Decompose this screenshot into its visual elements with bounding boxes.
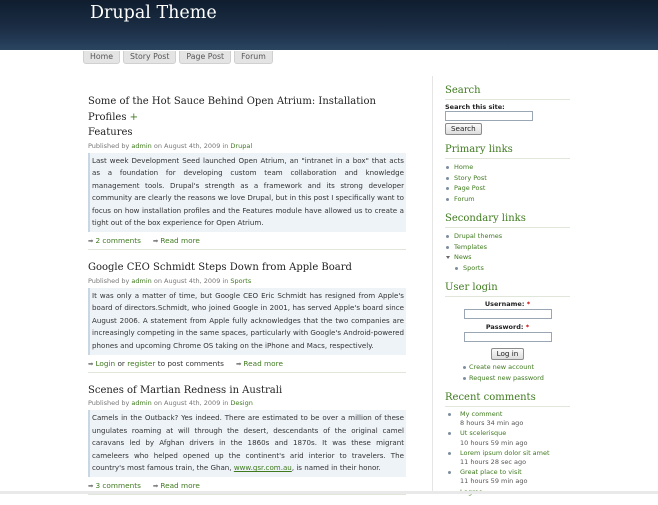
primary-links-title: Primary links: [445, 143, 570, 159]
login-links: [469, 362, 570, 383]
arrow-icon: ➡: [152, 237, 159, 246]
comment-link[interactable]: My comment: [460, 410, 503, 418]
required-marker: *: [525, 323, 530, 331]
node-article: [88, 383, 406, 495]
comment-age: 8 hours 34 min ago: [460, 419, 524, 428]
node-submitted: [88, 276, 406, 286]
node-title: [88, 94, 406, 141]
node-title-link[interactable]: Scenes of Martian Redness in Australi: [88, 384, 283, 396]
create-account-item[interactable]: [469, 362, 570, 373]
author-link[interactable]: admin: [131, 399, 152, 408]
search-block-title: Search: [445, 84, 570, 100]
menu-link[interactable]: News: [454, 253, 472, 261]
tab-story-post[interactable]: Story Post: [123, 51, 176, 64]
comments-link[interactable]: 3 comments: [95, 481, 141, 490]
node-title-link[interactable]: Google CEO Schmidt Steps Down from Apple Board: [88, 262, 352, 274]
login-button[interactable]: Log in: [491, 348, 525, 360]
menu-item-news[interactable]: [454, 252, 570, 273]
menu-link[interactable]: Templates: [454, 242, 488, 251]
body-text: Camels in the Outback? Yes indeed. There are estimated to be over a million of these ungulates roaming at will through the desert, descendants of the original camel caravans led by Afghan drivers in the 1860s and 1870s. It was these migrant cameleers who helped opened up the continent's arid interior to travelers. The country's most famous train, the Ghan,: [92, 413, 404, 473]
secondary-links-title: Secondary links: [445, 212, 570, 228]
comment-age: 11 hours 28 sec ago: [460, 458, 527, 467]
node-article: [88, 94, 406, 250]
node-links: [88, 356, 406, 373]
tab-page-post[interactable]: Page Post: [179, 51, 231, 64]
username-label-text: Username:: [484, 300, 525, 308]
node-submitted: [88, 141, 406, 151]
tab-forum[interactable]: Forum: [234, 51, 273, 64]
menu-link[interactable]: Story Post: [454, 173, 487, 182]
post-date: on August 4th, 2009 in: [153, 399, 229, 408]
node-title-link[interactable]: Some of the Hot Sauce Behind Open Atrium: Installation Profiles: [88, 96, 376, 123]
user-login-block: [445, 281, 570, 383]
external-link[interactable]: www.gsr.com.au: [233, 463, 292, 473]
category-link[interactable]: Design: [230, 399, 253, 408]
username-label: [445, 300, 570, 308]
primary-links-menu: [445, 162, 570, 204]
arrow-icon: ➡: [152, 482, 159, 490]
search-block: [445, 84, 570, 135]
node-title: [88, 260, 406, 276]
primary-links-block: [445, 143, 570, 204]
node-body: Last week Development Seed launched Open Atrium, an "intranet in a box" that acts as a foundation for developing custom team collaboration and knowledge management tools. Drupal's strength as a framework and its strong developer community are clearly the reasons we love Drupal, but in this post I specifically want to focus on how installation profiles and the Features module have allowed us to create a tight out of the box experience for Open Atrium.: [88, 153, 406, 233]
recent-comments-block: [445, 391, 570, 497]
site-header: [0, 0, 658, 50]
recent-comments-list: [445, 410, 570, 497]
main-content: [88, 94, 406, 505]
published-by: Published by: [88, 141, 130, 150]
recent-comments-title: Recent comments: [445, 391, 570, 407]
username-input[interactable]: [464, 309, 552, 319]
read-more-link[interactable]: Read more: [160, 481, 200, 490]
menu-item-sports[interactable]: [463, 263, 570, 274]
published-by: Published by: [88, 399, 130, 408]
menu-item-forum[interactable]: [454, 194, 570, 205]
menu-link[interactable]: Sports: [463, 263, 484, 272]
request-password-item[interactable]: [469, 373, 570, 384]
recent-comment: [460, 449, 570, 467]
primary-tabs: [83, 51, 273, 64]
published-by: Published by: [88, 276, 130, 285]
body-text-end: , is named in their honor.: [291, 463, 381, 473]
login-link[interactable]: Login: [95, 358, 116, 368]
password-input[interactable]: [464, 332, 552, 342]
node-title: [88, 383, 406, 399]
post-date: on August 4th, 2009 in: [153, 276, 229, 285]
arrow-icon: ➡: [88, 359, 94, 368]
comment-link[interactable]: Ut scelerisque: [460, 429, 507, 438]
menu-link[interactable]: Drupal themes: [454, 232, 503, 240]
create-account-link[interactable]: Create new account: [469, 363, 535, 371]
sidebar: [445, 84, 570, 505]
node-article: [88, 260, 406, 372]
category-link[interactable]: Drupal: [230, 141, 253, 150]
tab-home[interactable]: Home: [83, 51, 120, 64]
menu-item-story-post[interactable]: [454, 173, 570, 184]
secondary-links-block: [445, 212, 570, 273]
or-text: or: [117, 358, 125, 368]
category-link[interactable]: Sports: [230, 276, 252, 285]
register-link[interactable]: register: [127, 358, 156, 368]
site-name[interactable]: Drupal Theme: [90, 3, 217, 23]
secondary-links-menu: [445, 231, 570, 273]
comment-age: 11 hours 59 min ago: [460, 477, 528, 486]
comment-link[interactable]: Great place to visit: [460, 468, 522, 477]
search-label: Search this site:: [445, 103, 505, 111]
menu-link[interactable]: Home: [454, 163, 474, 171]
sidebar-divider: [432, 76, 433, 494]
read-more-link[interactable]: Read more: [243, 358, 283, 368]
user-login-title: User login: [445, 281, 570, 297]
comment-link[interactable]: Lorem ipsum dolor sit amet: [460, 448, 550, 457]
menu-link[interactable]: Page Post: [454, 184, 486, 192]
menu-item-page-post[interactable]: [454, 183, 570, 194]
recent-comment: [460, 468, 570, 486]
password-label-text: Password:: [485, 323, 524, 331]
node-links: [88, 233, 406, 250]
author-link[interactable]: admin: [131, 141, 152, 150]
author-link[interactable]: admin: [131, 276, 152, 285]
node-body: It was only a matter of time, but Google CEO Eric Schmidt has resigned from Apple's board of directors.Schmidt, who joined Google in 2001, has served Apple's board since August 2006. A statement from Apple fully acknowledges that the two companies are increasingly competing in the same spaces, particularly with Google's Android-powered phones and upcoming Chrome OS taking on the iPhone and Macs, respectively.: [88, 288, 406, 355]
menu-item-home[interactable]: [454, 162, 570, 173]
recent-comment: [460, 410, 570, 428]
recent-comment: [460, 429, 570, 447]
comment-age: 10 hours 59 min ago: [460, 438, 528, 447]
read-more-link[interactable]: Read more: [160, 236, 200, 246]
required-marker: *: [526, 300, 531, 308]
login-form: [445, 300, 570, 360]
password-label: [445, 323, 570, 331]
search-input[interactable]: [445, 111, 533, 121]
menu-item-drupal-themes[interactable]: [454, 231, 570, 242]
post-comments-text: to post comments: [157, 358, 224, 368]
search-button[interactable]: Search: [445, 123, 482, 135]
menu-item-templates[interactable]: [454, 242, 570, 253]
plus-sign: +: [129, 111, 139, 123]
node-body: [88, 410, 406, 477]
request-password-link[interactable]: Request new password: [469, 373, 544, 382]
menu-link[interactable]: Forum: [454, 194, 475, 203]
arrow-icon: ➡: [235, 359, 242, 368]
comments-link[interactable]: 2 comments: [95, 236, 141, 246]
node-title-link-cont[interactable]: Features: [88, 127, 133, 138]
post-date: on August 4th, 2009 in: [153, 141, 229, 150]
node-submitted: [88, 398, 406, 408]
arrow-icon: ➡: [88, 237, 94, 246]
submenu: [454, 263, 570, 274]
arrow-icon: ➡: [88, 482, 94, 490]
